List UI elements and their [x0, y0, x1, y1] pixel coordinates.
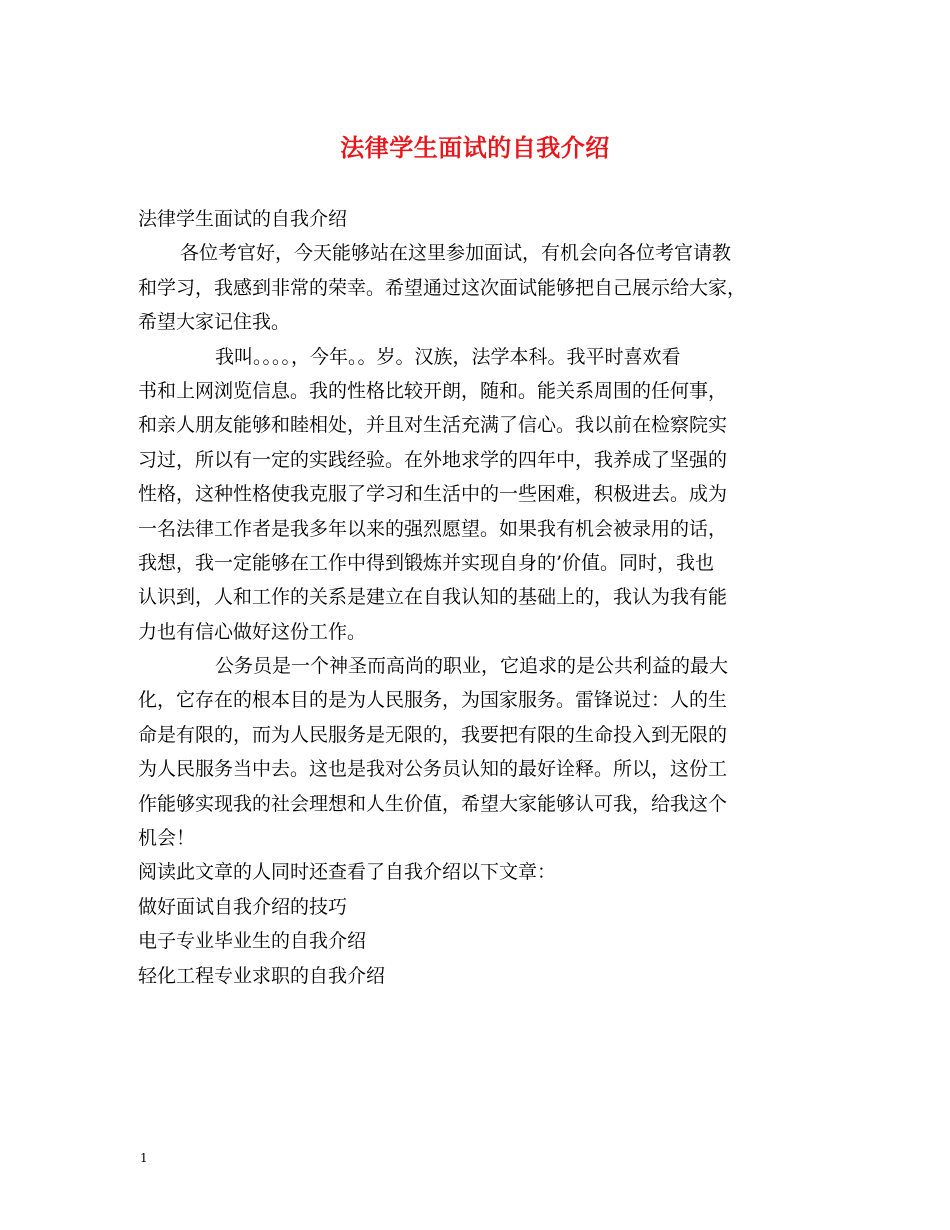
paragraph-2-line-7: 我想，我一定能够在工作中得到锻炼并实现自身的’价值。同时，我也 [138, 551, 715, 574]
paragraph-3-line-5: 作能够实现我的社会理想和人生价值，希望大家能够认可我，给我这个 [138, 792, 728, 815]
paragraph-3-line-4: 为人民服务当中去。这也是我对公务员认知的最好诠释。所以，这份工 [138, 758, 728, 781]
paragraph-2-line-6: 一名法律工作者是我多年以来的强烈愿望。如果我有机会被录用的话， [138, 517, 728, 540]
paragraph-3-line-6: 机会！ [138, 827, 196, 850]
document-title: 法律学生面试的自我介绍 [340, 133, 610, 162]
paragraph-2-line-5: 性格，这种性格使我克服了学习和生活中的一些困难，积极进去。成为 [138, 483, 728, 506]
paragraph-2-line-9: 力也有信心做好这份工作。 [138, 620, 367, 643]
paragraph-2-line-1: 我叫。。。。，今年。。岁。汉族，法学本科。我平时喜欢看 [215, 345, 681, 368]
paragraph-3-line-1: 公务员是一个神圣而高尚的职业，它追求的是公共利益的最大 [215, 655, 729, 678]
paragraph-2-line-8: 认识到，人和工作的关系是建立在自我认知的基础上的，我认为我有能 [138, 586, 728, 609]
paragraph-3-line-3: 命是有限的，而为人民服务是无限的，我要把有限的生命投入到无限的 [138, 723, 728, 746]
paragraph-2-line-2: 书和上网浏览信息。我的性格比较开朗，随和。能关系周围的任何事， [138, 379, 728, 402]
paragraph-2-line-4: 习过，所以有一定的实践经验。在外地求学的四年中，我养成了坚强的 [138, 448, 728, 471]
body-subtitle: 法律学生面试的自我介绍 [138, 208, 348, 230]
paragraph-1-line-2: 和学习，我感到非常的荣幸。希望通过这次面试能够把自己展示给大家， [138, 276, 747, 299]
related-article-3: 轻化工程专业求职的自我介绍 [138, 964, 386, 987]
page-number: 1 [140, 1151, 148, 1165]
related-article-1: 做好面试自我介绍的技巧 [138, 895, 348, 918]
paragraph-1-line-3: 希望大家记住我。 [138, 311, 291, 334]
paragraph-1-line-1: 各位考官好，今天能够站在这里参加面试，有机会向各位考官请教 [180, 242, 732, 265]
related-article-2: 电子专业毕业生的自我介绍 [138, 930, 367, 953]
document-body [138, 202, 818, 993]
paragraph-3-line-2: 化，它存在的根本目的是为人民服务，为国家服务。雷锋说过：人的生 [138, 689, 728, 712]
paragraph-2-line-3: 和亲人朋友能够和睦相处，并且对生活充满了信心。我以前在检察院实 [138, 414, 728, 437]
related-articles-heading: 阅读此文章的人同时还查看了自我介绍以下文章： [138, 861, 557, 884]
